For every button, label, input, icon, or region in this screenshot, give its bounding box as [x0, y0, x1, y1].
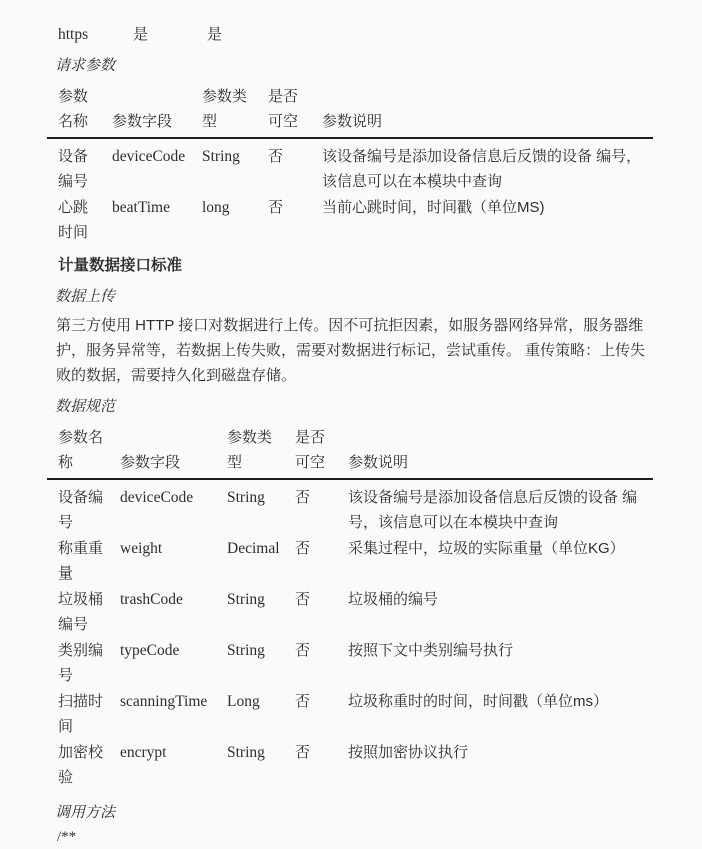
cell-param-field: weight: [120, 540, 163, 557]
cell-nullable: 否: [295, 642, 311, 659]
cell-param-field: typeCode: [120, 642, 180, 659]
cell-param-name: 设备编号: [58, 489, 104, 531]
cell-param-type: Long: [227, 693, 260, 710]
invoke-method-heading: 调用方法: [55, 804, 116, 821]
cell-param-type: long: [202, 199, 230, 216]
cell-param-desc: 该设备编号是添加设备信息后反馈的设备 编号，该信息可以在本模块中查询: [322, 148, 642, 190]
cell-param-type: String: [227, 591, 265, 608]
header-param-desc: 参数说明: [334, 425, 653, 479]
cell-param-desc: 按照加密协议执行: [348, 744, 469, 761]
protocol-label: https: [58, 26, 89, 43]
cell-param-desc: 垃圾桶的编号: [348, 591, 439, 608]
table-row: [47, 689, 653, 740]
table-row: [47, 740, 653, 791]
data-spec-heading: 数据规范: [55, 398, 116, 415]
cell-param-type: Decimal: [227, 540, 280, 557]
table-row: [47, 638, 653, 689]
cell-param-desc: 该设备编号是添加设备信息后反馈的设备 编号，该信息可以在本模块中查询: [348, 489, 638, 531]
protocol-flag-1: 是: [133, 26, 149, 43]
cell-nullable: 否: [295, 489, 311, 506]
header-nullable: 是否可空: [258, 84, 312, 138]
cell-nullable: 否: [295, 540, 311, 557]
cell-param-desc: 当前心跳时间，时间戳（单位MS): [322, 199, 545, 216]
cell-nullable: 否: [295, 744, 311, 761]
cell-param-desc: 按照下文中类别编号执行: [348, 642, 514, 659]
table-row: [47, 536, 653, 587]
cell-param-type: String: [227, 744, 265, 761]
table-row: [47, 587, 653, 638]
header-param-type: 参数类型: [193, 84, 258, 138]
table-header-row: [47, 425, 653, 479]
cell-param-name: 类别编号: [58, 642, 104, 684]
data-spec-table: [47, 425, 653, 791]
cell-param-desc: 垃圾称重时的时间，时间戳（单位ms）: [348, 693, 608, 710]
table-row: [47, 195, 653, 246]
cell-param-type: String: [202, 148, 240, 165]
cell-param-field: deviceCode: [112, 148, 186, 165]
header-nullable: 是否可空: [282, 425, 334, 479]
header-param-field: 参数字段: [102, 84, 193, 138]
cell-param-name: 加密校验: [58, 744, 104, 786]
header-param-type: 参数类型: [214, 425, 282, 479]
cell-param-field: scanningTime: [120, 693, 208, 710]
table-header-row: [47, 84, 653, 138]
table-row: [47, 479, 653, 536]
data-upload-heading: 数据上传: [55, 288, 116, 305]
upload-paragraph: 第三方使用 HTTP 接口对数据进行上传。因不可抗拒因素，如服务器网络异常，服务器维护，服务异常等，若数据上传失败，需要对数据进行标记，尝试重传。 重传策略：上传失败的数据，需要持久化到磁盘存储。: [56, 317, 646, 384]
cell-param-name: 扫描时间: [58, 693, 104, 735]
cell-nullable: 否: [268, 148, 284, 165]
header-param-desc: 参数说明: [312, 84, 653, 138]
cell-param-name: 称重重量: [58, 540, 104, 582]
protocol-flag-2: 是: [207, 26, 223, 43]
cell-param-name: 垃圾桶编号: [58, 591, 104, 633]
cell-nullable: 否: [268, 199, 284, 216]
table-row: [47, 138, 653, 195]
metering-standard-heading: 计量数据接口标准: [58, 257, 183, 274]
cell-param-name: 设备编号: [58, 148, 89, 190]
cell-param-field: deviceCode: [120, 489, 194, 506]
cell-param-type: String: [227, 642, 265, 659]
code-comment-start: /**: [57, 829, 77, 845]
cell-param-field: encrypt: [120, 744, 167, 761]
protocol-row: [47, 22, 662, 47]
cell-param-field: beatTime: [112, 199, 170, 216]
request-params-table: [47, 84, 653, 246]
cell-param-desc: 采集过程中，垃圾的实际重量（单位KG）: [348, 540, 625, 557]
cell-nullable: 否: [295, 591, 311, 608]
cell-nullable: 否: [295, 693, 311, 710]
cell-param-name: 心跳时间: [58, 199, 89, 241]
header-param-name: 参数名称: [47, 84, 102, 138]
request-params-heading: 请求参数: [55, 57, 116, 74]
cell-param-type: String: [227, 489, 265, 506]
cell-param-field: trashCode: [120, 591, 183, 608]
header-param-field: 参数字段: [107, 425, 214, 479]
header-param-name: 参数名称: [47, 425, 107, 479]
